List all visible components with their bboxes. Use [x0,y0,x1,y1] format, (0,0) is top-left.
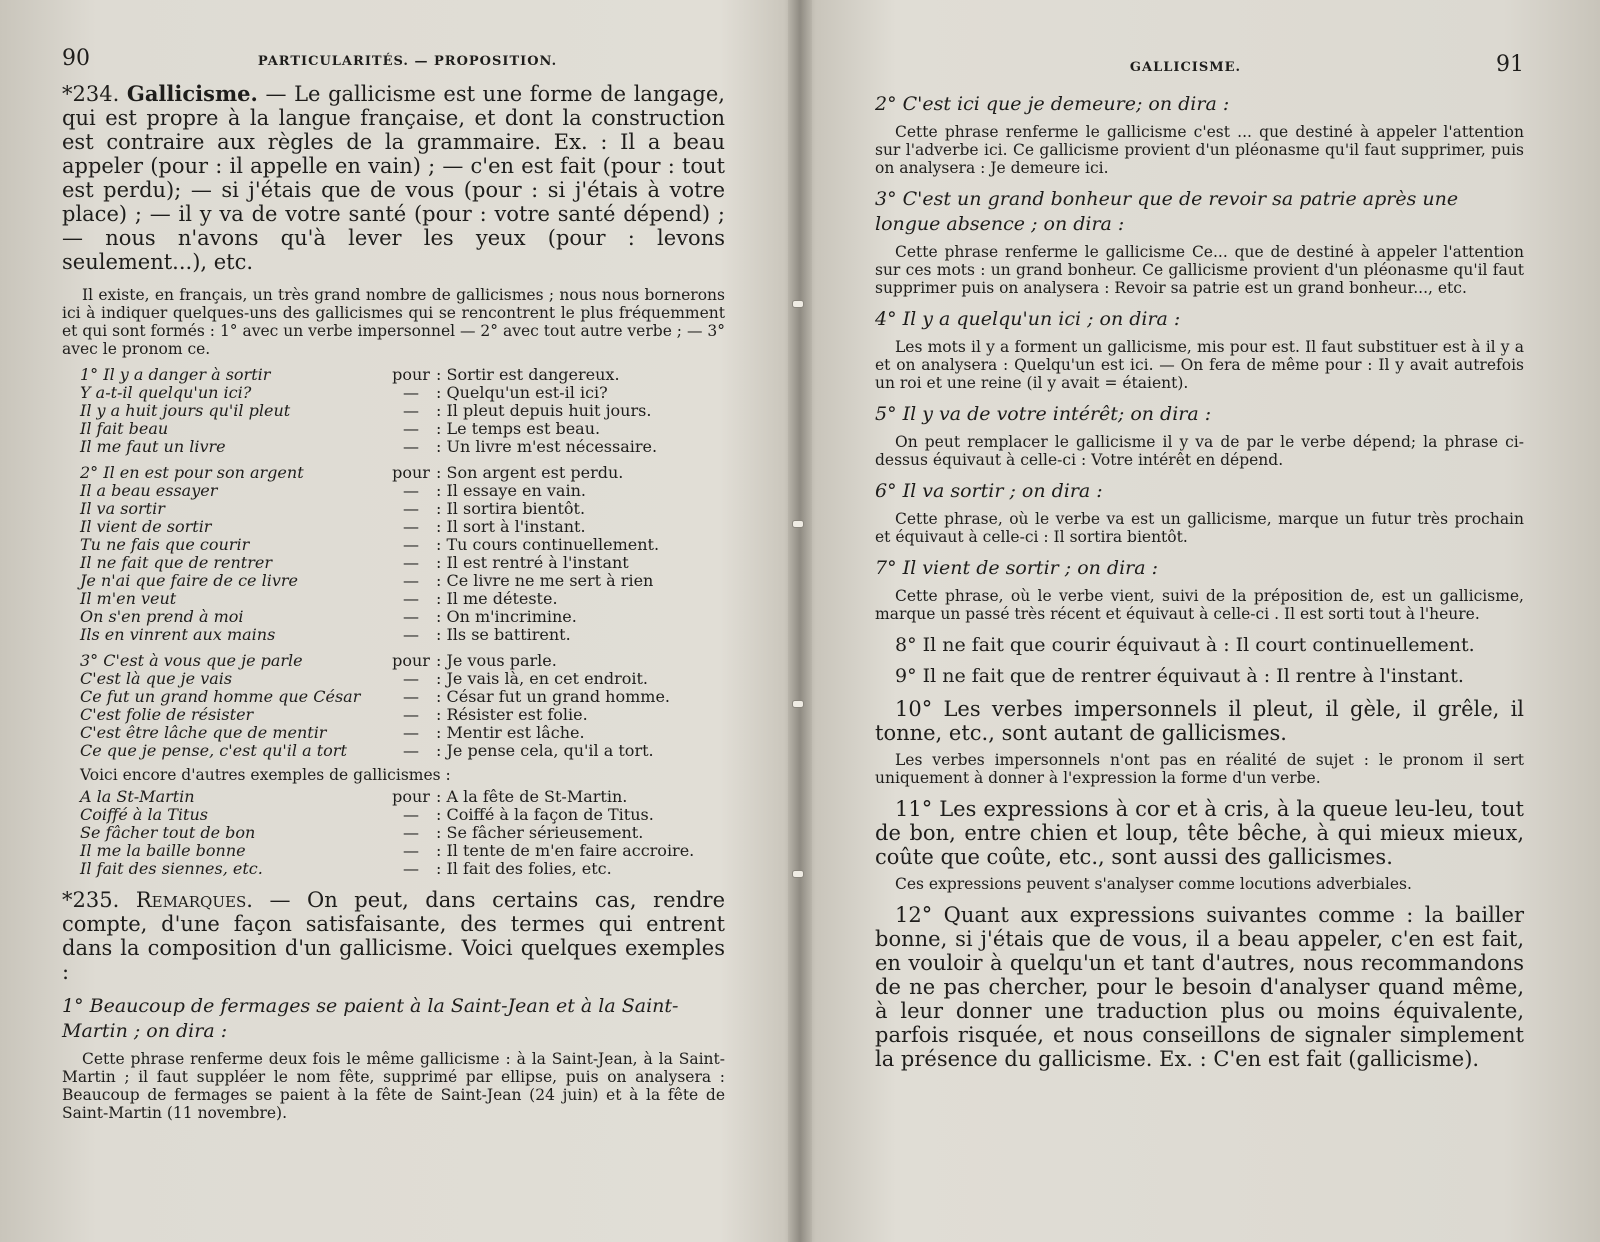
example-1-heading: 1° Beaucoup de fermages se paient à la Saint-Jean et à la Saint-Martin ; on dira : [62,995,679,1042]
example-row: Tu ne fais que courir — : Tu cours continuellement. [80,535,660,554]
item-body: Cette phrase, où le verbe va est un gallicisme, marque un futur très prochain et équivaut à celle-ci : Il sortira bientôt. [875,510,1524,546]
section-234 [62,82,725,274]
paragraph-10: 10° Les verbes impersonnels il pleut, il gèle, il grêle, il tonne, etc., sont autant de gallicismes. [875,697,1524,745]
left-running-head [62,46,725,78]
example-row: Coiffé à la Titus — : Coiffé à la façon de Titus. [80,805,654,824]
example-row: Il va sortir — : Il sortira bientôt. [80,499,586,518]
example-row: Je n'ai que faire de ce livre — : Ce livre ne me sert à rien [80,571,654,590]
example-1-body: Cette phrase renferme deux fois le même gallicisme : à la Saint-Jean, à la Saint-Martin ; il faut suppléer le nom fête, supprimé par ellipse, puis on analysera : Beaucoup de fermages se paient à la fête de Saint-Jean (24 juin) et à la fête de Saint-Martin (11 novembre). [62,1050,725,1122]
example-row: Il vient de sortir — : Il sort à l'instant. [80,517,586,536]
item-heading: 3° C'est un grand bonheur que de revoir sa patrie après une longue absence ; on dira : [875,188,1459,235]
left-page [0,0,795,1242]
example-row: Ils en vinrent aux mains — : Ils se battirent. [80,625,571,644]
item-heading: 7° Il vient de sortir ; on dira : [875,557,1159,579]
section-title: Gallicisme. [126,81,258,106]
section-235 [62,888,725,984]
example-row: 1° Il y a danger à sortir pour : Sortir est dangereux. [80,365,620,384]
paragraph-11: 11° Les expressions à cor et à cris, à la queue leu-leu, tout de bon, entre chien et loup, tête bêche, à qui mieux mieux, coûte que coûte, etc., sont aussi des gallicismes. [875,797,1524,869]
examples-group-4 [80,788,725,878]
running-title: PARTICULARITÉS. — PROPOSITION. [257,54,558,69]
example-row: Se fâcher tout de bon — : Se fâcher sérieusement. [80,823,644,842]
paragraph-11-note: Ces expressions peuvent s'analyser comme locutions adverbiales. [895,875,1412,893]
example-row: C'est là que je vais — : Je vais là, en cet endroit. [80,669,648,688]
item-body: Cette phrase renferme le gallicisme Ce... que de destiné à appeler l'attention sur ces mots : un grand bonheur. Ce gallicisme provient d'un pléonasme qu'il faut supprimer puis on analysera : Revoir sa patrie est un grand bonheur..., etc. [875,243,1524,297]
example-row: 3° C'est à vous que je parle pour : Je vous parle. [80,651,557,670]
example-row: Y a-t-il quelqu'un ici? — : Quelqu'un est-il ici? [80,383,608,402]
section-number: *235. [62,888,120,912]
section-text: — Le gallicisme est une forme de langage, qui est propre à la langue française, et dont la construction est contraire aux règles de la grammaire. Ex. : Il a beau appeler (pour : il appelle en vain) ; — c'en est fait (pour : tout est perdu); — si j'étais que de vous (pour : si j'étais à votre place) ; — il y va de votre santé (pour : votre santé dépend) ; — nous n'avons qu'à lever les yeux (pour : levons seulement...), etc. [62,82,725,274]
examples-group-2 [80,464,725,644]
other-examples-intro: Voici encore d'autres exemples de gallicismes : [80,766,451,784]
example-row: C'est être lâche que de mentir — : Mentir est lâche. [80,723,585,742]
item-body: Les mots il y a forment un gallicisme, mis pour est. Il faut substituer est à il y a et on analysera : Quelqu'un est ici. — On fera de même pour : Il y avait autrefois un roi et une reine (il y avait = étaient). [875,338,1524,392]
paragraph-12: 12° Quant aux expressions suivantes comme : la bailler bonne, si j'étais que de vous, il a beau appeler, c'en est fait, en vouloir à quelqu'un et tant d'autres, nous recommandons de ne pas chercher, pour le besoin d'analyser quand même, à leur donner une traduction plus ou moins équivalente, parfois risquée, et nous conseillons de signaler simplement la présence du gallicisme. Ex. : C'en est fait (gallicisme). [875,903,1524,1071]
right-page [805,0,1600,1242]
paragraph-9: 9° Il ne fait que de rentrer équivaut à : Il rentre à l'instant. [895,665,1464,687]
example-row: C'est folie de résister — : Résister est folie. [80,705,588,724]
example-row: Il ne fait que de rentrer — : Il est rentré à l'instant [80,553,629,572]
example-row: Il y a huit jours qu'il pleut — : Il pleut depuis huit jours. [80,401,652,420]
example-row: A la St-Martin pour : A la fête de St-Martin. [80,787,628,806]
paragraph-8: 8° Il ne fait que courir équivaut à : Il court continuellement. [895,634,1475,656]
example-row: Il fait des siennes, etc. — : Il fait des folies, etc. [80,859,612,878]
example-row: Ce fut un grand homme que César — : César fut un grand homme. [80,687,671,706]
example-row: Il me la baille bonne — : Il tente de m'en faire accroire. [80,841,695,860]
item-heading: 2° C'est ici que je demeure; on dira : [875,93,1230,115]
section-title: Remarques. [135,888,253,912]
item-heading: 6° Il va sortir ; on dira : [875,480,1103,502]
page-number: 90 [62,46,90,71]
running-title: GALLICISME. [1129,60,1242,75]
example-row: Ce que je pense, c'est qu'il a tort — : Je pense cela, qu'il a tort. [80,741,654,760]
example-row: On s'en prend à moi — : On m'incrimine. [80,607,577,626]
examples-group-1 [80,366,725,456]
section-number: *234. [62,82,120,106]
item-body: Cette phrase renferme le gallicisme c'est ... que destiné à appeler l'attention sur l'adverbe ici. Ce gallicisme provient d'un pléonasme qu'il faut supprimer, puis on analysera : Je demeure ici. [875,123,1524,177]
section-text: — On peut, dans certains cas, rendre compte, d'une façon satisfaisante, des termes qui entrent dans la composition d'un gallicisme. Voici quelques exemples : [62,888,726,984]
example-row: 2° Il en est pour son argent pour : Son argent est perdu. [80,463,624,482]
item-body: Cette phrase, où le verbe vient, suivi de la préposition de, est un gallicisme, marque un passé très récent et équivaut à celle-ci . Il est sorti tout à l'heure. [875,587,1524,623]
paragraph-10-note: Les verbes impersonnels n'ont pas en réalité de sujet : le pronom il sert uniquement à donner à l'expression la forme d'un verbe. [875,751,1524,787]
example-row: Il a beau essayer — : Il essaye en vain. [80,481,586,500]
example-row: Il m'en veut — : Il me déteste. [80,589,558,608]
page-number: 91 [1496,52,1524,77]
right-running-head [875,52,1524,84]
example-row: Il me faut un livre — : Un livre m'est nécessaire. [80,437,658,456]
item-heading: 4° Il y a quelqu'un ici ; on dira : [875,308,1181,330]
examples-group-3 [80,652,725,760]
item-body: On peut remplacer le gallicisme il y va de par le verbe dépend; la phrase ci-dessus équivaut à celle-ci : Votre intérêt en dépend. [875,433,1524,469]
intro-paragraph: Il existe, en français, un très grand nombre de gallicismes ; nous nous bornerons ici à indiquer quelques-uns des gallicismes qui se rencontrent le plus fréquemment et qui sont formés : 1° avec un verbe impersonnel — 2° avec tout autre verbe ; — 3° avec le pronom ce. [62,286,725,358]
example-row: Il fait beau — : Le temps est beau. [80,419,601,438]
item-heading: 5° Il y va de votre intérêt; on dira : [875,403,1212,425]
